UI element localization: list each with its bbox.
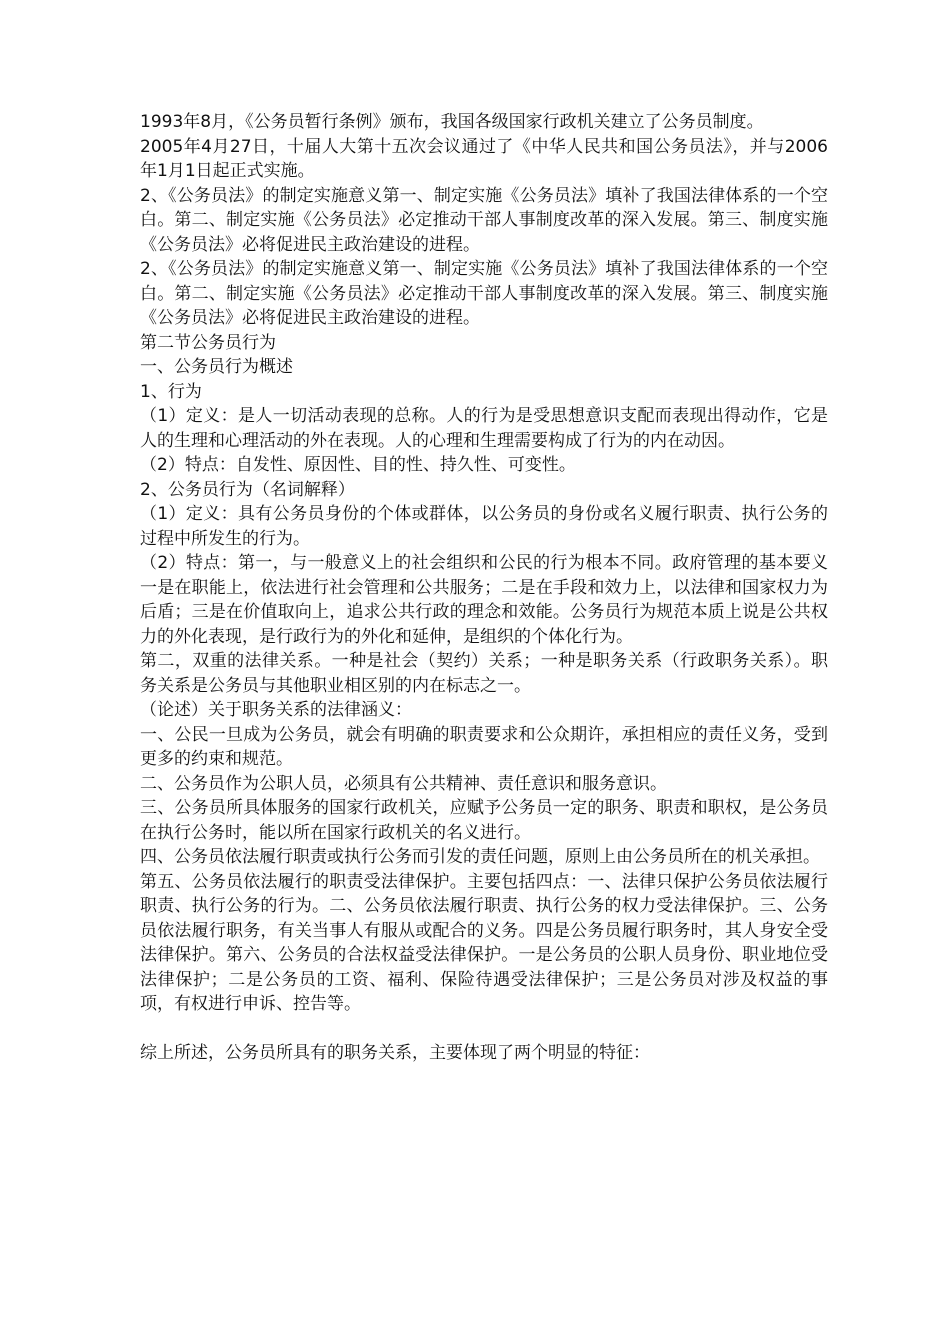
- paragraph-point-one: 一、公民一旦成为公务员，就会有明确的职责要求和公众期许，承担相应的责任义务，受到更多的约束和规范。: [140, 724, 828, 769]
- paragraph-summary: 综上所述，公务员所具有的职务关系，主要体现了两个明显的特征：: [140, 1043, 650, 1063]
- paragraph-discussion-heading: （论述）关于职务关系的法律涵义：: [140, 700, 412, 720]
- paragraph-law-significance: 2、《公务员法》的制定实施意义第一、制定实施《公务员法》填补了我国法律体系的一个空白。第二、制定实施《公务员法》必定推动干部人事制度改革的深入发展。第三、制度实施《公务员法》必将促进民主政治建设的进程。: [140, 185, 828, 255]
- paragraph-point-five-six: 第五、公务员依法履行的职责受法律保护。主要包括四点：一、法律只保护公务员依法履行职责、执行公务的行为。二、公务员依法履行职责、执行公务的权力受法律保护。三、公务员依法履行职务，有关当事人有服从或配合的义务。四是公务员履行职务时，其人身安全受法律保护。第六、公务员的合法权益受法律保护。一是公务员的公职人员身份、职业地位受法律保护；二是公务员的工资、福利、保险待遇受法律保护；三是公务员对涉及权益的事项，有权进行申诉、控告等。: [140, 871, 828, 1014]
- paragraph-civil-servant-features: （2）特点：第一，与一般意义上的社会组织和公民的行为根本不同。政府管理的基本要义一是在职能上，依法进行社会管理和公共服务；二是在手段和效力上，以法律和国家权力为后盾；三是在价值取向上，追求公共行政的理念和效能。公务员行为规范本质上说是公共权力的外化表现，是行政行为的外化和延伸，是组织的个体化行为。: [140, 553, 828, 647]
- paragraph-point-two: 二、公务员作为公职人员，必须具有公共精神、责任意识和服务意识。: [140, 773, 667, 794]
- paragraph-history-2005: 2005年4月27日，十届人大第十五次会议通过了《中华人民共和国公务员法》，并与2006年1月1日起正式实施。: [140, 136, 828, 181]
- paragraph-behavior-definition: （1）定义：是人一切活动表现的总称。人的行为是受思想意识支配而表现出得动作，它是人的生理和心理活动的外在表现。人的心理和生理需要构成了行为的内在动因。: [140, 406, 828, 451]
- item-heading-behavior: 1、行为: [140, 381, 202, 402]
- subsection-heading: 一、公务员行为概述: [140, 357, 293, 377]
- paragraph-point-three: 三、公务员所具体服务的国家行政机关，应赋予公务员一定的职务、职责和职权，是公务员在执行公务时，能以所在国家行政机关的名义进行。: [140, 798, 828, 843]
- item-heading-civil-servant-behavior: 2、公务员行为（名词解释）: [140, 479, 355, 500]
- paragraph-law-significance-repeat: 2、《公务员法》的制定实施意义第一、制定实施《公务员法》填补了我国法律体系的一个空白。第二、制定实施《公务员法》必定推动干部人事制度改革的深入发展。第三、制度实施《公务员法》必将促进民主政治建设的进程。: [140, 259, 828, 328]
- paragraph-dual-legal-relation: 第二，双重的法律关系。一种是社会（契约）关系；一种是职务关系（行政职务关系）。职务关系是公务员与其他职业相区别的内在标志之一。: [140, 651, 828, 696]
- paragraph-history-1993: 1993年8月，《公务员暂行条例》颁布，我国各级国家行政机关建立了公务员制度。: [140, 112, 764, 132]
- paragraph-civil-servant-definition: （1）定义：具有公务员身份的个体或群体，以公务员的身份或名义履行职责、执行公务的过程中所发生的行为。: [140, 504, 828, 549]
- document-body: [140, 110, 828, 1066]
- blank-line: [140, 1017, 828, 1042]
- paragraph-point-four: 四、公务员依法履行职责或执行公务而引发的责任问题，原则上由公务员所在的机关承担。: [140, 847, 820, 867]
- paragraph-behavior-features: （2）特点：自发性、原因性、目的性、持久性、可变性。: [140, 455, 576, 475]
- section-heading: 第二节公务员行为: [140, 332, 276, 353]
